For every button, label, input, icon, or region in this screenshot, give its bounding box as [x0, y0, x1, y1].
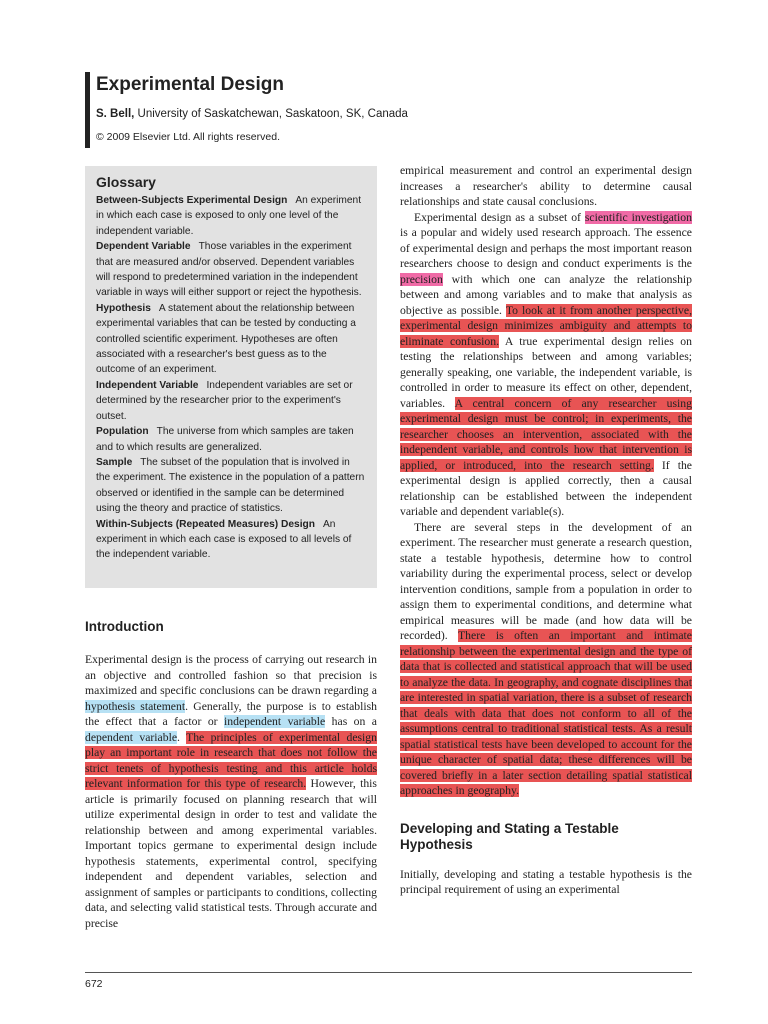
- glossary-term: Dependent Variable: [96, 241, 191, 253]
- text-segment: If the experimental design is applied correctly, then a causal relationship can be established between the independent variable and dependent variable(s).: [400, 458, 692, 518]
- author-affiliation: University of Saskatchewan, Saskatoon, SK, Canada: [134, 108, 408, 120]
- text-segment: . Generally, the purpose is to establish the effect that a factor or: [85, 699, 377, 728]
- highlighted-text: To look at it from another perspective, experimental design minimizes ambiguity and attempts to eliminate confusion.: [400, 303, 693, 348]
- title-accent-bar: [85, 72, 90, 148]
- glossary-definition: The universe from which samples are taken and to which results are generalized.: [96, 426, 354, 453]
- highlighted-text: dependent variable: [85, 730, 178, 744]
- highlighted-text: scientific investigation: [584, 210, 692, 224]
- introduction-paragraph: [85, 652, 377, 931]
- glossary-entry: [96, 378, 366, 424]
- glossary-term: Sample: [96, 456, 133, 468]
- section-heading-hypothesis: Developing and Stating a Testable Hypothesis: [400, 820, 619, 852]
- author-name: S. Bell,: [96, 108, 135, 120]
- highlighted-text: The principles of experimental design play an important role in research that does not follow the strict tenets of hypothesis testing and this article holds relevant information for this type of research.: [85, 730, 377, 790]
- left-column-text: [85, 652, 377, 931]
- highlighted-text: independent variable: [224, 715, 326, 728]
- author-line: [96, 108, 408, 120]
- glossary-entry: [96, 193, 366, 239]
- glossary-definition: Independent variables are set or determined by the researcher prior to the experiment's outset.: [96, 379, 353, 422]
- glossary-term: Within-Subjects (Repeated Measures) Design: [96, 518, 315, 530]
- copyright-notice: © 2009 Elsevier Ltd. All rights reserved.: [96, 131, 280, 143]
- glossary-entry: [96, 424, 366, 455]
- page-number: 672: [85, 978, 103, 990]
- highlighted-text: precision: [400, 272, 443, 286]
- text-segment: Initially, developing and stating a testable hypothesis is the principal requirement of using an experimental: [400, 867, 692, 896]
- glossary-entry: [96, 517, 366, 563]
- footer-rule: [85, 972, 692, 973]
- glossary-definition: A statement about the relationship between experimental variables that can be tested by conducting a controlled scientific experiment. Hypotheses are often associated with a researcher's best guess as to the outcome of an experiment.: [96, 302, 356, 376]
- glossary-term: Hypothesis: [96, 302, 151, 314]
- glossary-box: [85, 166, 377, 588]
- glossary-definition: Those variables in the experiment that are measured and/or observed. Dependent variables will respond to predetermined variation in the independent variable in ways will either support or reject the hypothesis.: [96, 241, 362, 299]
- text-segment: empirical measurement and control an experimental design increases a researcher's ability to determine causal relationships and state causal conclusions.: [400, 164, 692, 208]
- glossary-entries: [96, 193, 366, 563]
- paragraph-3: [400, 520, 692, 799]
- glossary-term: Independent Variable: [96, 379, 199, 391]
- text-segment: However, this article is primarily focused on planning research that will utilize experimental design in order to test and validate the relationship between and among experimental variables. Important topics germane to experimental design include hypothesis statements, experimental control, specifying independent and dependent variables, selection and assignment of samples or participants to conditions, collecting data, and selecting valid statistical tests. Through accurate and precise: [85, 777, 377, 930]
- text-segment: Experimental design is the process of carrying out research in an objective and controlled fashion so that precision is maximized and specific conclusions can be drawn regarding a: [85, 653, 377, 697]
- glossary-entry: [96, 455, 366, 517]
- glossary-term: Population: [96, 426, 149, 438]
- introduction-heading: Introduction: [85, 619, 164, 634]
- text-segment: Experimental design as a subset of: [414, 210, 585, 224]
- glossary-term: Between-Subjects Experimental Design: [96, 195, 288, 206]
- article-title: Experimental Design: [96, 74, 284, 95]
- glossary-definition: The subset of the population that is involved in the experiment. The existence in the population of a pattern observed or identified in the sample can be determined using the theory and practice of statistics.: [96, 456, 365, 515]
- text-segment: .: [177, 730, 187, 744]
- highlighted-text: hypothesis statement: [85, 699, 186, 713]
- text-segment: is a popular and widely used research approach. The essence of experimental design and perhaps the most important reason researchers choose to design and conduct experiments is the: [400, 226, 692, 270]
- glossary-heading: Glossary: [96, 174, 156, 190]
- highlighted-text: There is often an important and intimate relationship between the experimental design and the type of data that is collected and statistical approach that will be used to analyze the data. In geography, and cognate disciplines that are interested in spatial variation, there is a subset of research that deals with data that does not conform to all of the assumptions central to traditional statistical tests. As a result spatial statistical tests have been developed to account for the unique character of spatial data; these differences will be covered briefly in a later section detailing spatial statistical approaches in geography.: [400, 629, 692, 797]
- highlighted-text: A central concern of any researcher using experimental design must be control; in experiments, the researcher chooses an intervention, associated with the independent variable, and controls how that intervention is applied, or introduced, into the research setting.: [400, 396, 692, 472]
- paragraph-1: [400, 163, 692, 210]
- glossary-definition: An experiment in which each case is exposed to only one level of the independent variable.: [96, 195, 362, 237]
- text-segment: has on a: [325, 715, 377, 728]
- glossary-entry: [96, 239, 366, 301]
- text-segment: with which one can analyze the relationship between and among variables and to make that analysis as objective as possible.: [400, 272, 692, 317]
- text-segment: There are several steps in the development of an experiment. The researcher must generate a research question, state a testable hypothesis, determine how to control variability during the experimental process, select or develop intervention conditions, sample from a population in order to assign them to experimental conditions, and determine what empirical measures will be made (and how data will be recorded).: [400, 520, 692, 642]
- glossary-definition: An experiment in which each case is exposed to all levels of the independent variable.: [96, 518, 352, 561]
- paragraph-4: [400, 867, 692, 898]
- right-column-text: [400, 163, 692, 898]
- text-segment: A true experimental design relies on testing the relationships between and among variables; generally speaking, one variable, the independent variable, is controlled in order to measure its effect on other, dependent, variables.: [400, 334, 692, 410]
- glossary-entry: [96, 301, 366, 378]
- paragraph-2: [400, 210, 692, 520]
